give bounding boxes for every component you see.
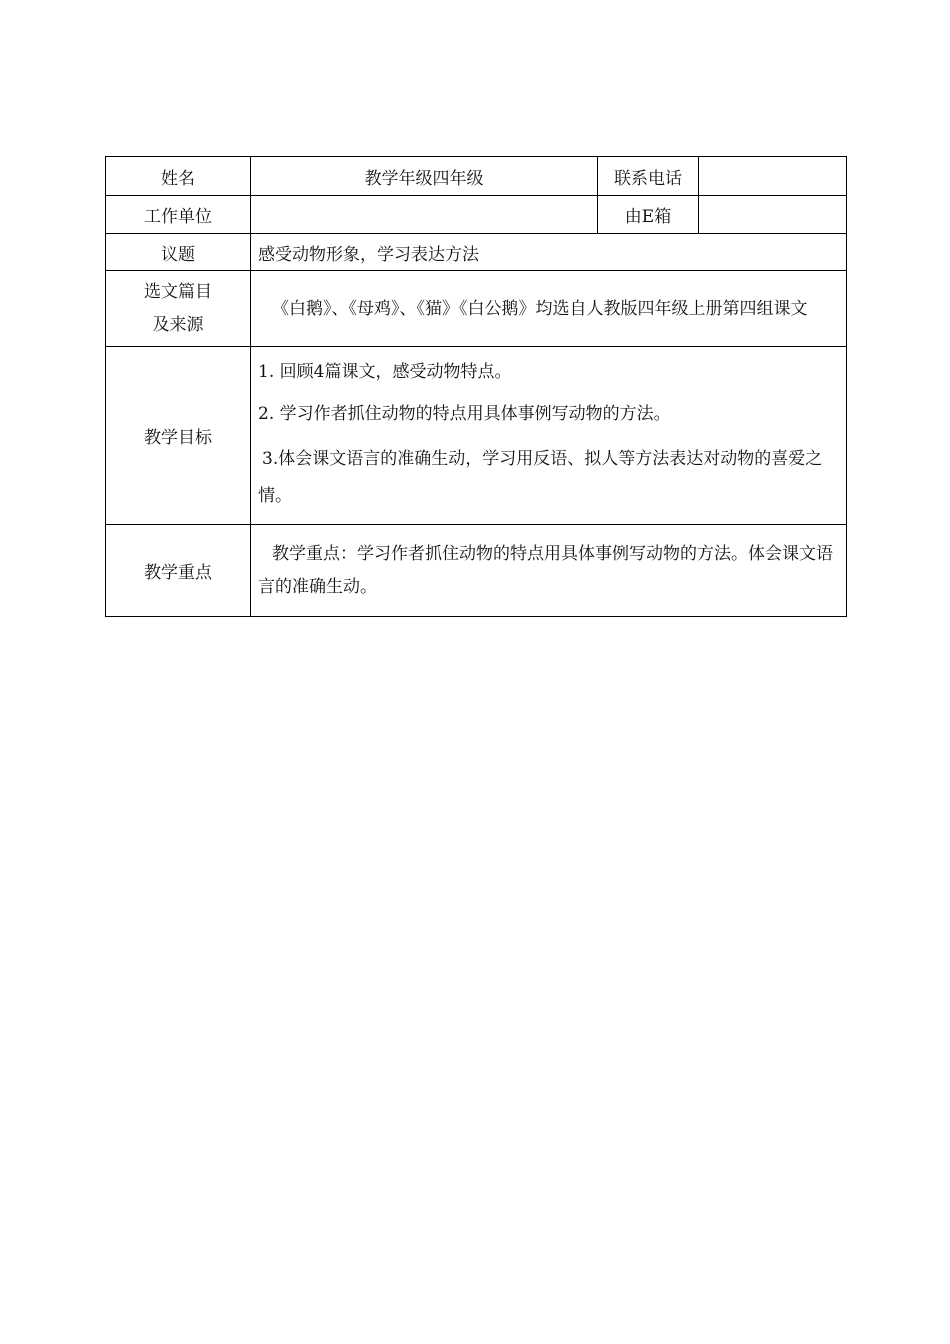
goal-item: 1. 回顾4篇课文，感受动物特点。: [258, 361, 512, 382]
row-source: [106, 271, 847, 347]
goals-label: 教学目标: [106, 347, 251, 525]
lesson-info-table: [105, 156, 847, 617]
topic-label: 议题: [106, 234, 251, 271]
goals-list: [251, 347, 847, 525]
focus-value: 教学重点：学习作者抓住动物的特点用具体事例写动物的方法。体会课文语言的准确生动。: [251, 525, 847, 617]
work-unit-value: [251, 196, 598, 234]
source-label: [106, 271, 251, 347]
work-unit-label: 工作单位: [106, 196, 251, 234]
row-work-unit: [106, 196, 847, 234]
name-label: 姓名: [106, 157, 251, 196]
email-value: [699, 196, 847, 234]
email-label: 由E箱: [598, 196, 699, 234]
goal-item: 2. 学习作者抓住动物的特点用具体事例写动物的方法。: [258, 403, 671, 424]
phone-value: [699, 157, 847, 196]
source-label-line1: 选文篇目: [144, 281, 212, 302]
row-topic: [106, 234, 847, 271]
grade-value: 教学年级四年级: [251, 157, 598, 196]
source-label-line2: 及来源: [152, 314, 204, 335]
topic-value: 感受动物形象，学习表达方法: [251, 234, 847, 271]
goal-item: 3.体会课文语言的准确生动，学习用反语、拟人等方法表达对动物的喜爱之情。: [258, 448, 823, 506]
source-value: 《白鹅》、《母鸡》、《猫》《白公鹅》均选自人教版四年级上册第四组课文: [251, 271, 847, 347]
row-name: [106, 157, 847, 196]
row-focus: [106, 525, 847, 617]
focus-label: 教学重点: [106, 525, 251, 617]
phone-label: 联系电话: [598, 157, 699, 196]
row-goals: [106, 347, 847, 525]
